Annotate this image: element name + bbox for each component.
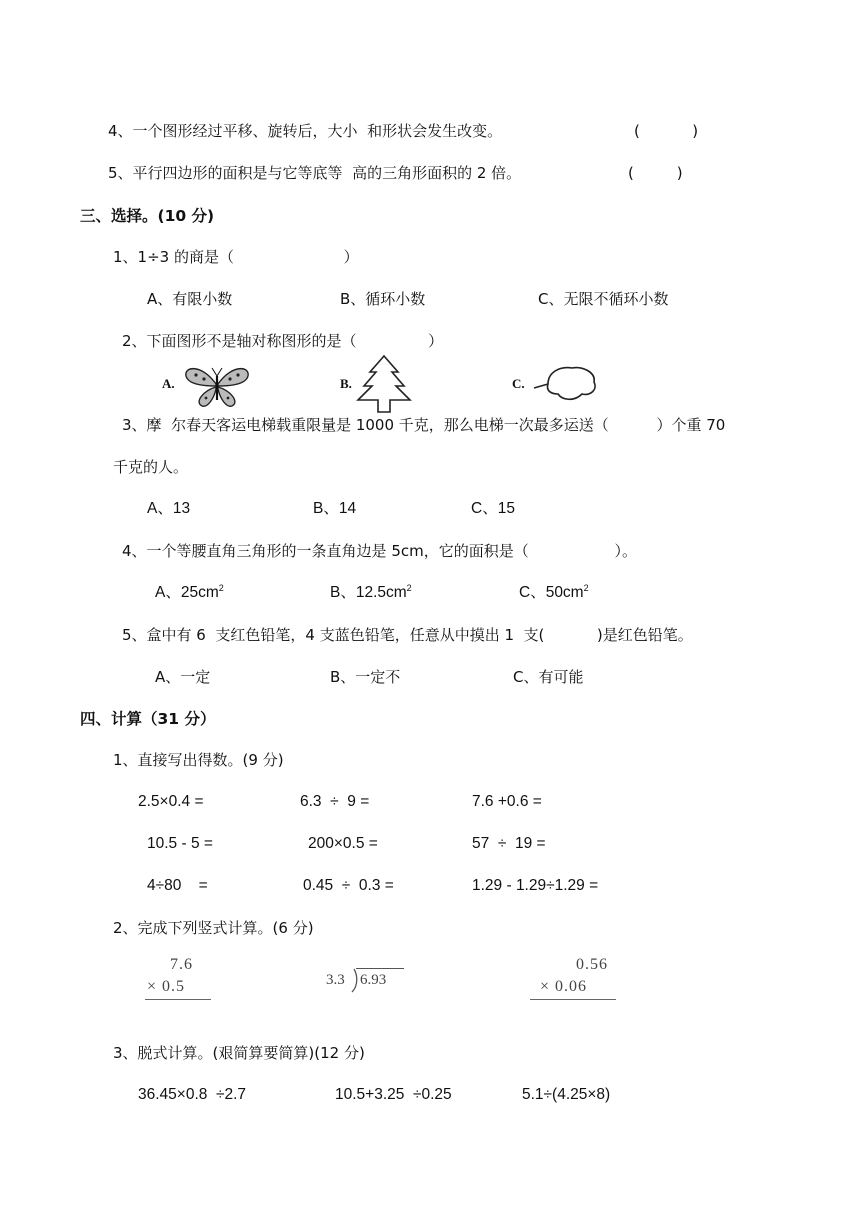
tree-icon <box>340 354 420 414</box>
vertical-multiplication-2 <box>530 956 620 1002</box>
dividend: 6.93 <box>360 972 387 988</box>
s4-p3-title: 3、脱式计算。(艰简算要简算)(12 分) <box>113 1044 365 1062</box>
figure-b-label: B. <box>340 376 352 391</box>
s3-q3-option-b[interactable]: B、14 <box>313 500 357 517</box>
s3-q5-option-b[interactable]: B、一定不 <box>330 668 401 686</box>
s3-q4-option-c[interactable]: C、$50cm^2$ <box>519 582 589 601</box>
s3-q1-option-c[interactable]: C、无限不循环小数 <box>538 290 669 308</box>
judge-q5-text: 5、平行四边形的面积是与它等底等 高的三角形面积的 2 倍。 <box>108 164 522 182</box>
calc-item: 4÷80 = <box>147 877 208 894</box>
v1-line <box>145 999 211 1000</box>
s3-q1-option-b[interactable]: B、循环小数 <box>340 290 426 308</box>
division-vinculum <box>356 968 404 969</box>
s3-q2-stem: 2、下面图形不是轴对称图形的是（ ） <box>122 332 444 350</box>
simplify-item: 5.1÷(4.25×8) <box>522 1086 611 1103</box>
simplify-item: 10.5+3.25 ÷0.25 <box>335 1086 452 1103</box>
calc-item: 57 ÷ 19 = <box>472 835 546 852</box>
s3-q1-option-a[interactable]: A、有限小数 <box>147 290 233 308</box>
calc-item: 0.45 ÷ 0.3 = <box>303 877 394 894</box>
figure-c-label: C. <box>512 376 525 391</box>
v3-bottom: × 0.06 <box>540 978 588 995</box>
s3-q4-option-a[interactable]: A、$25cm^2$ <box>155 582 224 601</box>
s3-q5-option-c[interactable]: C、有可能 <box>513 668 584 686</box>
vertical-multiplication-1 <box>143 956 213 1002</box>
butterfly-icon <box>162 362 252 410</box>
s3-q4-option-b[interactable]: B、$12.5cm^2$ <box>330 582 412 601</box>
leaf-figure[interactable] <box>512 362 602 408</box>
leaf-icon <box>512 362 602 408</box>
s3-q5-stem: 5、盒中有 6 支红色铅笔，4 支蓝色铅笔，任意从中摸出 1 支( )是红色铅笔。 <box>122 626 693 644</box>
long-division <box>326 966 416 998</box>
figure-a-label: A. <box>162 376 175 391</box>
section4-title: 四、计算（31 分） <box>80 710 216 728</box>
judge-q4-answer-blank[interactable]: ( ) <box>634 122 699 140</box>
s3-q3-stem: 3、摩 尔春天客运电梯载重限量是 1000 千克，那么电梯一次最多运送（ ）个重 70 <box>122 416 726 434</box>
v3-top: 0.56 <box>576 956 608 973</box>
s3-q3-stem-continued: 千克的人。 <box>113 458 189 476</box>
calc-item: 1.29 - 1.29÷1.29 = <box>472 877 599 894</box>
s3-q5-option-a[interactable]: A、一定 <box>155 668 211 686</box>
calc-item: 2.5×0.4 = <box>138 793 204 810</box>
judge-q5-answer-blank[interactable]: ( ) <box>628 164 683 182</box>
s3-q3-option-a[interactable]: A、13 <box>147 500 191 517</box>
s3-q4-stem: 4、一个等腰直角三角形的一条直角边是 5cm，它的面积是（ ）。 <box>122 542 638 560</box>
s4-p1-title: 1、直接写出得数。(9 分) <box>113 751 284 769</box>
calc-item: 10.5 - 5 = <box>147 835 213 852</box>
judge-q4-text: 4、一个图形经过平移、旋转后，大小 和形状会发生改变。 <box>108 122 503 140</box>
v3-line <box>530 999 616 1000</box>
calc-item: 7.6 +0.6 = <box>472 793 542 810</box>
s3-q1-stem: 1、1÷3 的商是（ ） <box>113 248 359 266</box>
divisor: 3.3 <box>326 972 345 988</box>
simplify-item: 36.45×0.8 ÷2.7 <box>138 1086 247 1103</box>
calc-item: 6.3 ÷ 9 = <box>300 793 370 810</box>
butterfly-figure[interactable] <box>162 362 252 410</box>
s3-q3-option-c[interactable]: C、15 <box>471 500 515 517</box>
tree-figure[interactable] <box>340 354 420 414</box>
calc-item: 200×0.5 = <box>308 835 378 852</box>
v1-top: 7.6 <box>170 956 193 973</box>
v1-bottom: × 0.5 <box>147 978 186 995</box>
s4-p2-title: 2、完成下列竖式计算。(6 分) <box>113 919 314 937</box>
section3-title: 三、选择。(10 分) <box>80 207 215 225</box>
